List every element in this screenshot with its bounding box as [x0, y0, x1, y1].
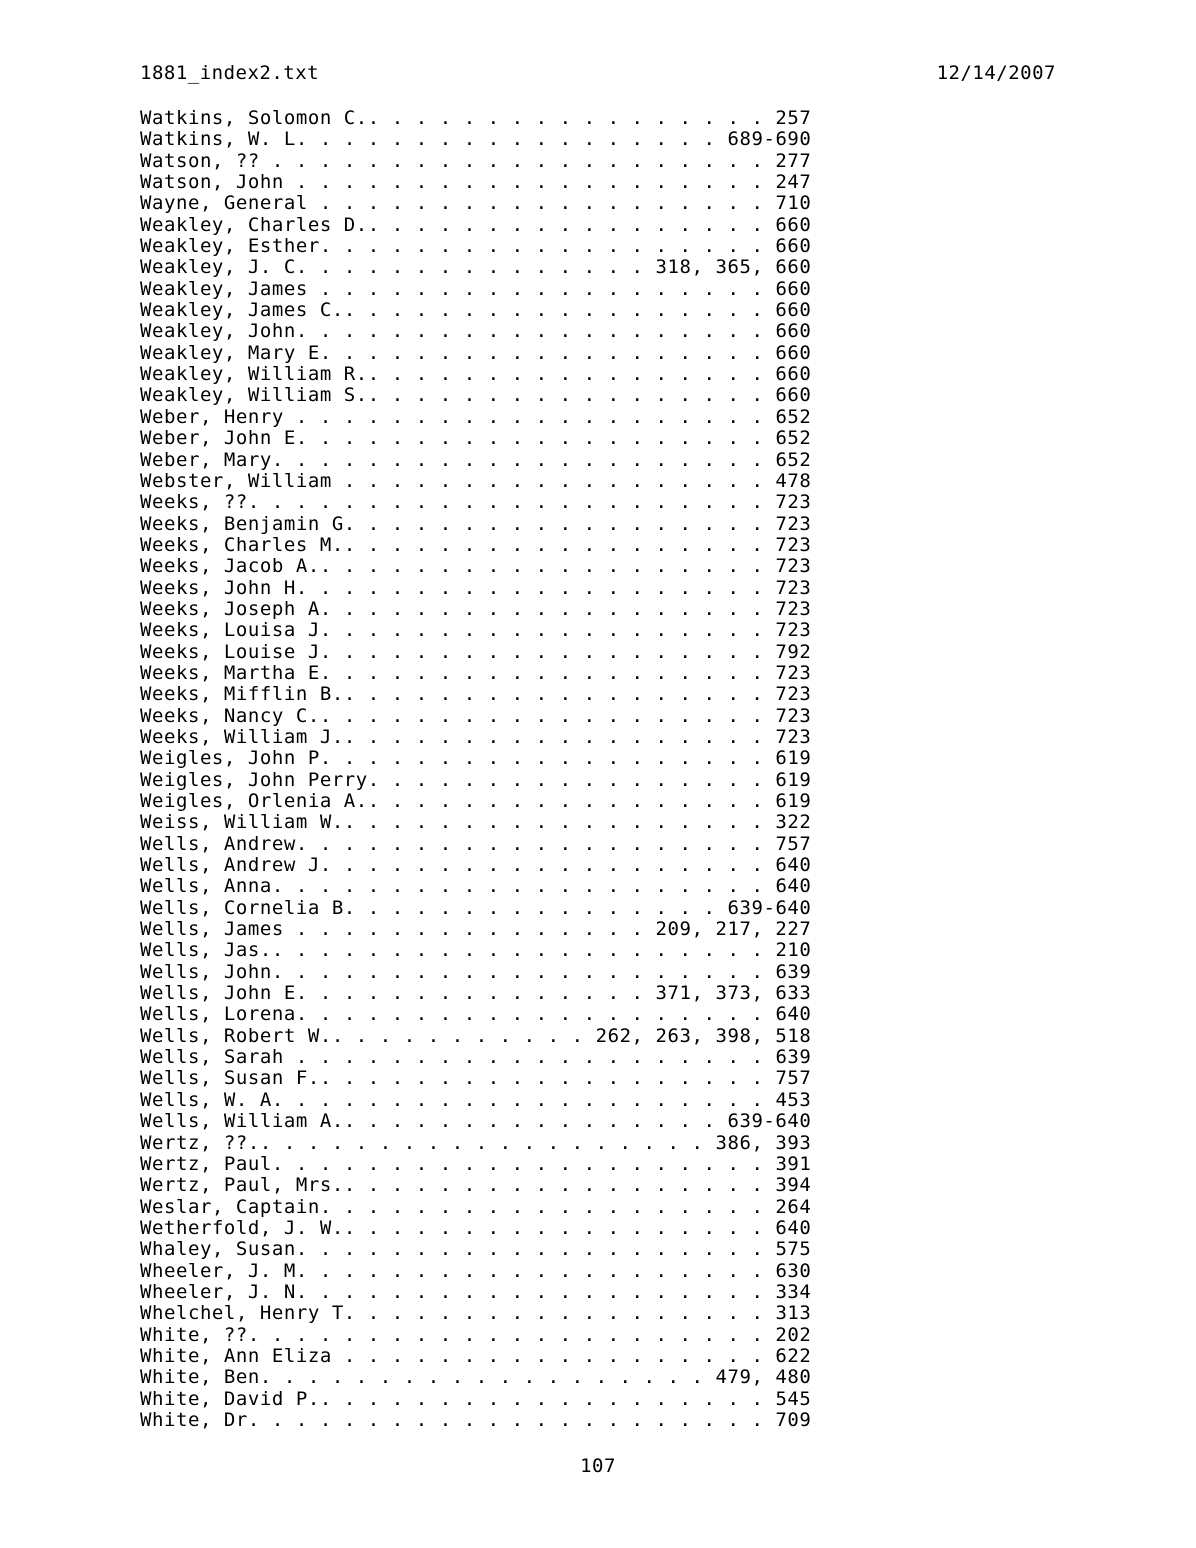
- index-entry-name: Weeks, Martha E.: [140, 661, 332, 684]
- dot-leader: . . . . . . . . . . . . . . . . . . . .: [283, 1088, 776, 1111]
- dot-leader: . . . . . . . . . . . . . . . . . . .: [307, 1259, 776, 1282]
- index-entry: [140, 855, 1060, 876]
- index-entry-name: Wells, Sarah: [140, 1046, 284, 1069]
- index-entry-pages: 723: [775, 533, 812, 556]
- index-entry: [140, 1068, 1060, 1089]
- index-entry-name: White, Ben: [140, 1366, 260, 1389]
- dot-leader: . . . . . . . . . . . . . . . . . .: [331, 469, 776, 492]
- index-entry-pages: 313: [775, 1302, 812, 1325]
- index-entry-pages: 710: [775, 192, 812, 215]
- index-entry-pages: 453: [775, 1088, 812, 1111]
- dot-leader: . . . . . . . . . . . . . . . . . . .: [319, 555, 776, 578]
- index-entry-name: Weeks, Louisa J.: [140, 619, 332, 642]
- index-entry-name: Weakley, J. C.: [140, 256, 308, 279]
- index-entry-pages: 478: [775, 469, 812, 492]
- index-entry-name: White, Ann Eliza: [140, 1344, 332, 1367]
- dot-leader: . . . . . . . . . . . . . . . . . . .: [307, 192, 776, 215]
- dot-leader: . . . . . . . . . . . . . . . . . . . . .: [259, 149, 776, 172]
- index-entry: [140, 279, 1060, 300]
- index-entry-name: Wells, John.: [140, 960, 284, 983]
- index-entry-name: Weeks, Louise J.: [140, 640, 332, 663]
- index-entry-name: Weakley, Esther.: [140, 235, 332, 258]
- index-entry-name: Wells, John E.: [140, 982, 308, 1005]
- dot-leader: . . . . . . . . . . . . . . . . . . . .: [283, 960, 776, 983]
- index-entry-pages: 391: [775, 1152, 812, 1175]
- index-entry-name: Weeks, William J.: [140, 725, 344, 748]
- index-entry-name: Weeks, Benjamin G.: [140, 512, 356, 535]
- index-entry-name: Wells, Anna.: [140, 875, 284, 898]
- index-entry-pages: 792: [775, 640, 812, 663]
- index-entry-name: Whaley, Susan.: [140, 1238, 308, 1261]
- index-entry: [140, 1410, 1060, 1431]
- index-entry-pages: 318, 365, 660: [655, 256, 812, 279]
- index-entry: [140, 1090, 1060, 1111]
- index-entry-pages: 619: [775, 768, 812, 791]
- dot-leader: . . . . . . . . . . . . . . .: [283, 918, 656, 941]
- index-entry: [140, 834, 1060, 855]
- dot-leader: . . . . . . . . . . . . . . . . . . .: [307, 832, 776, 855]
- dot-leader: . . . . . . . . . . . . . . .: [355, 896, 728, 919]
- dot-leader: . . . . . . . . . . . . . . . . . . . . .: [259, 491, 776, 514]
- dot-leader: . . . . . . . . . . . . . . . . .: [367, 384, 776, 407]
- index-entry-pages: 371, 373, 633: [655, 982, 812, 1005]
- dot-leader: . . . . . . . . . . . . . . . . . . .: [259, 1131, 716, 1154]
- index-entry-pages: 277: [775, 149, 812, 172]
- index-entry: [140, 1175, 1060, 1196]
- index-entry-name: Weeks, John H.: [140, 576, 308, 599]
- index-entry-pages: 247: [775, 171, 812, 194]
- dot-leader: . . . . . . . . . . . . . . . . . . . .: [283, 1046, 776, 1069]
- index-entry-pages: 660: [775, 320, 812, 343]
- dot-leader: . . . . . . . . . . . . . .: [307, 256, 656, 279]
- index-entry-name: Weber, Mary.: [140, 448, 284, 471]
- dot-leader: . . . . . . . . . . . . . . . . . . .: [319, 1387, 776, 1410]
- index-entry-name: Weeks, Mifflin B.: [140, 683, 344, 706]
- index-entry-pages: 660: [775, 299, 812, 322]
- index-entry-name: Weakley, Mary E.: [140, 341, 332, 364]
- dot-leader: . . . . . . . . . . . . . . . .: [343, 1110, 728, 1133]
- page-header: [140, 62, 1056, 84]
- index-entry: [140, 706, 1060, 727]
- dot-leader: . . . . . . . . . . . . . . . . . . .: [307, 576, 776, 599]
- index-entry-pages: 723: [775, 491, 812, 514]
- index-entry: [140, 898, 1060, 919]
- index-entry-name: Weakley, Charles D.: [140, 213, 368, 236]
- index-entry-name: Weigles, John Perry.: [140, 768, 380, 791]
- index-entry-pages: 660: [775, 363, 812, 386]
- index-entry-name: Weslar, Captain.: [140, 1195, 332, 1218]
- index-entry-pages: 257: [775, 107, 812, 129]
- index-entry-name: Wertz, ??.: [140, 1131, 260, 1154]
- index-entry: [140, 983, 1060, 1004]
- index-entry-name: Whelchel, Henry T.: [140, 1302, 356, 1325]
- dot-leader: . . . . . . . . . . . . . . . . . .: [331, 1195, 776, 1218]
- index-entry-name: Weakley, James C.: [140, 299, 344, 322]
- index-entry-pages: 723: [775, 725, 812, 748]
- index-entry: [140, 1111, 1060, 1132]
- index-entry-name: Watkins, W. L.: [140, 128, 308, 151]
- index-entry: [140, 1282, 1060, 1303]
- page-number: 107: [580, 1455, 616, 1477]
- index-entry: [140, 407, 1060, 428]
- index-entry-pages: 652: [775, 427, 812, 450]
- index-entry: [140, 1026, 1060, 1047]
- index-entry-list: [140, 108, 1060, 1431]
- dot-leader: . . . . . . . . . . . . . . . . . . . .: [283, 1152, 776, 1175]
- index-entry-pages: 723: [775, 661, 812, 684]
- index-entry-name: Wells, Lorena.: [140, 1003, 308, 1026]
- index-entry-pages: 619: [775, 790, 812, 812]
- index-entry-pages: 723: [775, 555, 812, 578]
- index-entry-pages: 723: [775, 576, 812, 599]
- index-entry: [140, 1346, 1060, 1367]
- dot-leader: . . . . . . . . . . . . . . . . . . .: [259, 1366, 716, 1389]
- index-entry: [140, 364, 1060, 385]
- dot-leader: . . . . . . . . . . . . . . . . .: [355, 512, 776, 535]
- index-entry-pages: 639-640: [727, 896, 812, 919]
- dot-leader: . . . . . . . . . . . . . . . . . .: [343, 683, 776, 706]
- dot-leader: . . . . . . . . . . . . . . . . . . . .: [283, 171, 776, 194]
- index-entry: [140, 535, 1060, 556]
- index-entry-pages: 723: [775, 619, 812, 642]
- dot-leader: . . . . . . . . . . . . . . . . . .: [331, 661, 776, 684]
- index-entry-pages: 575: [775, 1238, 812, 1261]
- index-entry: [140, 962, 1060, 983]
- index-entry: [140, 193, 1060, 214]
- index-entry-name: Wertz, Paul, Mrs.: [140, 1174, 344, 1197]
- index-entry: [140, 748, 1060, 769]
- index-entry: [140, 791, 1060, 812]
- index-entry-pages: 757: [775, 832, 812, 855]
- index-entry-name: Wetherfold, J. W.: [140, 1216, 344, 1239]
- index-entry: [140, 663, 1060, 684]
- dot-leader: . . . . . . . . . . . . . . . .: [379, 768, 776, 791]
- index-entry-name: Weeks, Nancy C.: [140, 704, 320, 727]
- index-entry: [140, 236, 1060, 257]
- index-entry: [140, 1197, 1060, 1218]
- index-entry: [140, 620, 1060, 641]
- dot-leader: . . . . . . . . . . . . . . . . . . .: [319, 704, 776, 727]
- index-entry-name: Wells, Jas.: [140, 939, 272, 962]
- index-entry-pages: 723: [775, 683, 812, 706]
- dot-leader: . . . . . . . . . . . . . . . . . . .: [307, 277, 776, 300]
- index-entry-pages: 334: [775, 1280, 812, 1303]
- dot-leader: . . . . . . . . . . . . . . . . .: [367, 790, 776, 812]
- index-entry-name: Wells, William A.: [140, 1110, 344, 1133]
- index-entry: [140, 1004, 1060, 1025]
- index-entry-name: Weakley, William S.: [140, 384, 368, 407]
- index-entry: [140, 151, 1060, 172]
- index-entry-pages: 545: [775, 1387, 812, 1410]
- dot-leader: . . . . . . . . . . . . . . . . . .: [331, 619, 776, 642]
- index-entry: [140, 556, 1060, 577]
- dot-leader: . . . . . . . . . . . . . . . . . .: [331, 747, 776, 770]
- index-entry-name: Watson, John: [140, 171, 284, 194]
- index-entry: [140, 1239, 1060, 1260]
- index-entry: [140, 1047, 1060, 1068]
- index-entry: [140, 129, 1060, 150]
- dot-leader: . . . . . . . . . . . . . . . . . .: [343, 725, 776, 748]
- index-entry: [140, 578, 1060, 599]
- document-filename: 1881_index2.txt: [140, 62, 320, 84]
- index-entry-name: Watson, ??: [140, 149, 260, 172]
- index-entry: [140, 1133, 1060, 1154]
- index-entry: [140, 770, 1060, 791]
- index-entry-pages: 386, 393: [715, 1131, 812, 1154]
- index-entry: [140, 257, 1060, 278]
- index-entry-name: Wells, Robert W.: [140, 1024, 332, 1047]
- index-entry-name: Wells, James: [140, 918, 284, 941]
- index-entry: [140, 812, 1060, 833]
- dot-leader: . . . . . . . . . . . . . . . . . .: [343, 811, 776, 834]
- index-entry-pages: 640: [775, 1003, 812, 1026]
- index-entry-pages: 652: [775, 448, 812, 471]
- index-entry: [140, 1154, 1060, 1175]
- index-entry-name: Weber, Henry: [140, 405, 284, 428]
- index-entry: [140, 599, 1060, 620]
- index-entry-pages: 640: [775, 875, 812, 898]
- index-entry-pages: 639: [775, 960, 812, 983]
- index-entry-pages: 689-690: [727, 128, 812, 151]
- index-entry-pages: 660: [775, 235, 812, 258]
- index-entry: [140, 940, 1060, 961]
- index-entry-name: Wheeler, J. N.: [140, 1280, 308, 1303]
- index-entry-name: Weakley, James: [140, 277, 308, 300]
- index-entry-pages: 394: [775, 1174, 812, 1197]
- index-entry-pages: 723: [775, 512, 812, 535]
- index-entry-pages: 639-640: [727, 1110, 812, 1133]
- dot-leader: . . . . . . . . . . . . . . . . . . . .: [283, 448, 776, 471]
- index-entry: [140, 876, 1060, 897]
- index-entry: [140, 471, 1060, 492]
- index-entry-pages: 210: [775, 939, 812, 962]
- index-entry: [140, 108, 1060, 129]
- index-entry: [140, 321, 1060, 342]
- index-entry: [140, 1261, 1060, 1282]
- dot-leader: . . . . . . . . . . . . . . . . . .: [331, 640, 776, 663]
- dot-leader: . . . . . . . . . . . . . . . . . .: [343, 1216, 776, 1239]
- document-date: 12/14/2007: [936, 62, 1056, 84]
- index-entry: [140, 300, 1060, 321]
- dot-leader: . . . . . . . . . . . . . . . . . . . . .: [259, 1408, 776, 1431]
- index-entry-name: Webster, William: [140, 469, 332, 492]
- dot-leader: . . . . . . . . . . . . . . . . . .: [331, 854, 776, 877]
- index-entry-pages: 639: [775, 1046, 812, 1069]
- index-entry-pages: 640: [775, 854, 812, 877]
- dot-leader: . . . . . . . . . . . . . . . . .: [367, 363, 776, 386]
- index-entry-name: White, David P.: [140, 1387, 320, 1410]
- index-entry-pages: 709: [775, 1408, 812, 1431]
- dot-leader: . . . . . . . . . . . . . . . . .: [367, 213, 776, 236]
- index-entry-pages: 652: [775, 405, 812, 428]
- dot-leader: . . . . . . . . . . . . . . . . . .: [331, 235, 776, 258]
- dot-leader: . . . . . . . . . . . . . . . . . .: [343, 533, 776, 556]
- dot-leader: . . . . . . . . . . . . . . . . . . .: [319, 1067, 776, 1090]
- index-entry-name: Weeks, ??.: [140, 491, 260, 514]
- index-entry-pages: 660: [775, 341, 812, 364]
- dot-leader: . . . . . . . . . . . . . . . . . . .: [307, 320, 776, 343]
- index-entry-name: Weakley, John.: [140, 320, 308, 343]
- index-entry: [140, 172, 1060, 193]
- index-entry-name: Wheeler, J. M.: [140, 1259, 308, 1282]
- dot-leader: . . . . . . . . . . . . . . . . . . . . .: [271, 939, 776, 962]
- index-entry: [140, 1303, 1060, 1324]
- index-entry-name: Wells, W. A.: [140, 1088, 284, 1111]
- index-entry-name: Weigles, John P.: [140, 747, 332, 770]
- index-entry-name: Wells, Andrew.: [140, 832, 308, 855]
- index-entry: [140, 919, 1060, 940]
- index-entry-pages: 209, 217, 227: [655, 918, 812, 941]
- index-entry-pages: 262, 263, 398, 518: [595, 1024, 812, 1047]
- index-entry-name: Wells, Cornelia B.: [140, 896, 356, 919]
- index-entry-name: Weeks, Joseph A.: [140, 597, 332, 620]
- dot-leader: . . . . . . . . . . . . . . . . . .: [331, 341, 776, 364]
- index-entry-pages: 264: [775, 1195, 812, 1218]
- dot-leader: . . . . . . . . . . . . . . . . . . . . .: [259, 1323, 776, 1346]
- index-entry-name: Wells, Andrew J.: [140, 854, 332, 877]
- dot-leader: . . . . . . . . . . . . . . . . . . .: [307, 1280, 776, 1303]
- index-entry: [140, 428, 1060, 449]
- index-entry: [140, 1367, 1060, 1388]
- index-entry: [140, 385, 1060, 406]
- index-entry-name: Wells, Susan F.: [140, 1067, 320, 1090]
- dot-leader: . . . . . . . . . . . . . . . . . . . .: [283, 875, 776, 898]
- dot-leader: . . . . . . . . . . . . . . . . . .: [343, 1174, 776, 1197]
- index-entry: [140, 215, 1060, 236]
- index-entry: [140, 1218, 1060, 1239]
- index-entry-pages: 622: [775, 1344, 812, 1367]
- index-entry-pages: 660: [775, 384, 812, 407]
- index-entry-pages: 322: [775, 811, 812, 834]
- index-entry-name: Weigles, Orlenia A.: [140, 790, 368, 812]
- index-entry-pages: 479, 480: [715, 1366, 812, 1389]
- dot-leader: . . . . . . . . . . .: [331, 1024, 596, 1047]
- dot-leader: . . . . . . . . . . . . . . . . .: [355, 1302, 776, 1325]
- index-entry-pages: 202: [775, 1323, 812, 1346]
- dot-leader: . . . . . . . . . . . . . . . . . .: [343, 299, 776, 322]
- index-entry: [140, 450, 1060, 471]
- index-entry: [140, 642, 1060, 663]
- dot-leader: . . . . . . . . . . . . . . . . . . .: [307, 1238, 776, 1261]
- index-entry-name: Weeks, Jacob A.: [140, 555, 320, 578]
- dot-leader: . . . . . . . . . . . . . . . . . . .: [307, 1003, 776, 1026]
- index-entry: [140, 1325, 1060, 1346]
- index-entry-pages: 619: [775, 747, 812, 770]
- index-entry-name: White, ??.: [140, 1323, 260, 1346]
- page-footer: [0, 1455, 1196, 1477]
- dot-leader: . . . . . . . . . . . . . . . . . .: [331, 1344, 776, 1367]
- index-entry-name: Wayne, General: [140, 192, 308, 215]
- index-entry: [140, 514, 1060, 535]
- index-entry-name: White, Dr.: [140, 1408, 260, 1431]
- index-entry: [140, 1389, 1060, 1410]
- dot-leader: . . . . . . . . . . . . . . . . . .: [331, 597, 776, 620]
- dot-leader: . . . . . . . . . . . . . . . . .: [307, 128, 728, 151]
- dot-leader: . . . . . . . . . . . . . . . . . . . .: [283, 405, 776, 428]
- index-entry-pages: 640: [775, 1216, 812, 1239]
- dot-leader: . . . . . . . . . . . . . . . . .: [367, 107, 776, 129]
- index-entry-name: Weiss, William W.: [140, 811, 344, 834]
- index-entry: [140, 727, 1060, 748]
- index-entry-name: Weakley, William R.: [140, 363, 368, 386]
- index-entry: [140, 343, 1060, 364]
- index-entry: [140, 684, 1060, 705]
- index-entry: [140, 492, 1060, 513]
- index-entry-pages: 723: [775, 704, 812, 727]
- index-entry-pages: 630: [775, 1259, 812, 1282]
- index-entry-pages: 757: [775, 1067, 812, 1090]
- index-entry-name: Watkins, Solomon C.: [140, 107, 368, 129]
- index-entry-name: Wertz, Paul.: [140, 1152, 284, 1175]
- index-entry-name: Weeks, Charles M.: [140, 533, 344, 556]
- index-entry-pages: 660: [775, 277, 812, 300]
- dot-leader: . . . . . . . . . . . . . .: [307, 982, 656, 1005]
- dot-leader: . . . . . . . . . . . . . . . . . . .: [307, 427, 776, 450]
- index-entry-name: Weber, John E.: [140, 427, 308, 450]
- index-entry-pages: 660: [775, 213, 812, 236]
- index-entry-pages: 723: [775, 597, 812, 620]
